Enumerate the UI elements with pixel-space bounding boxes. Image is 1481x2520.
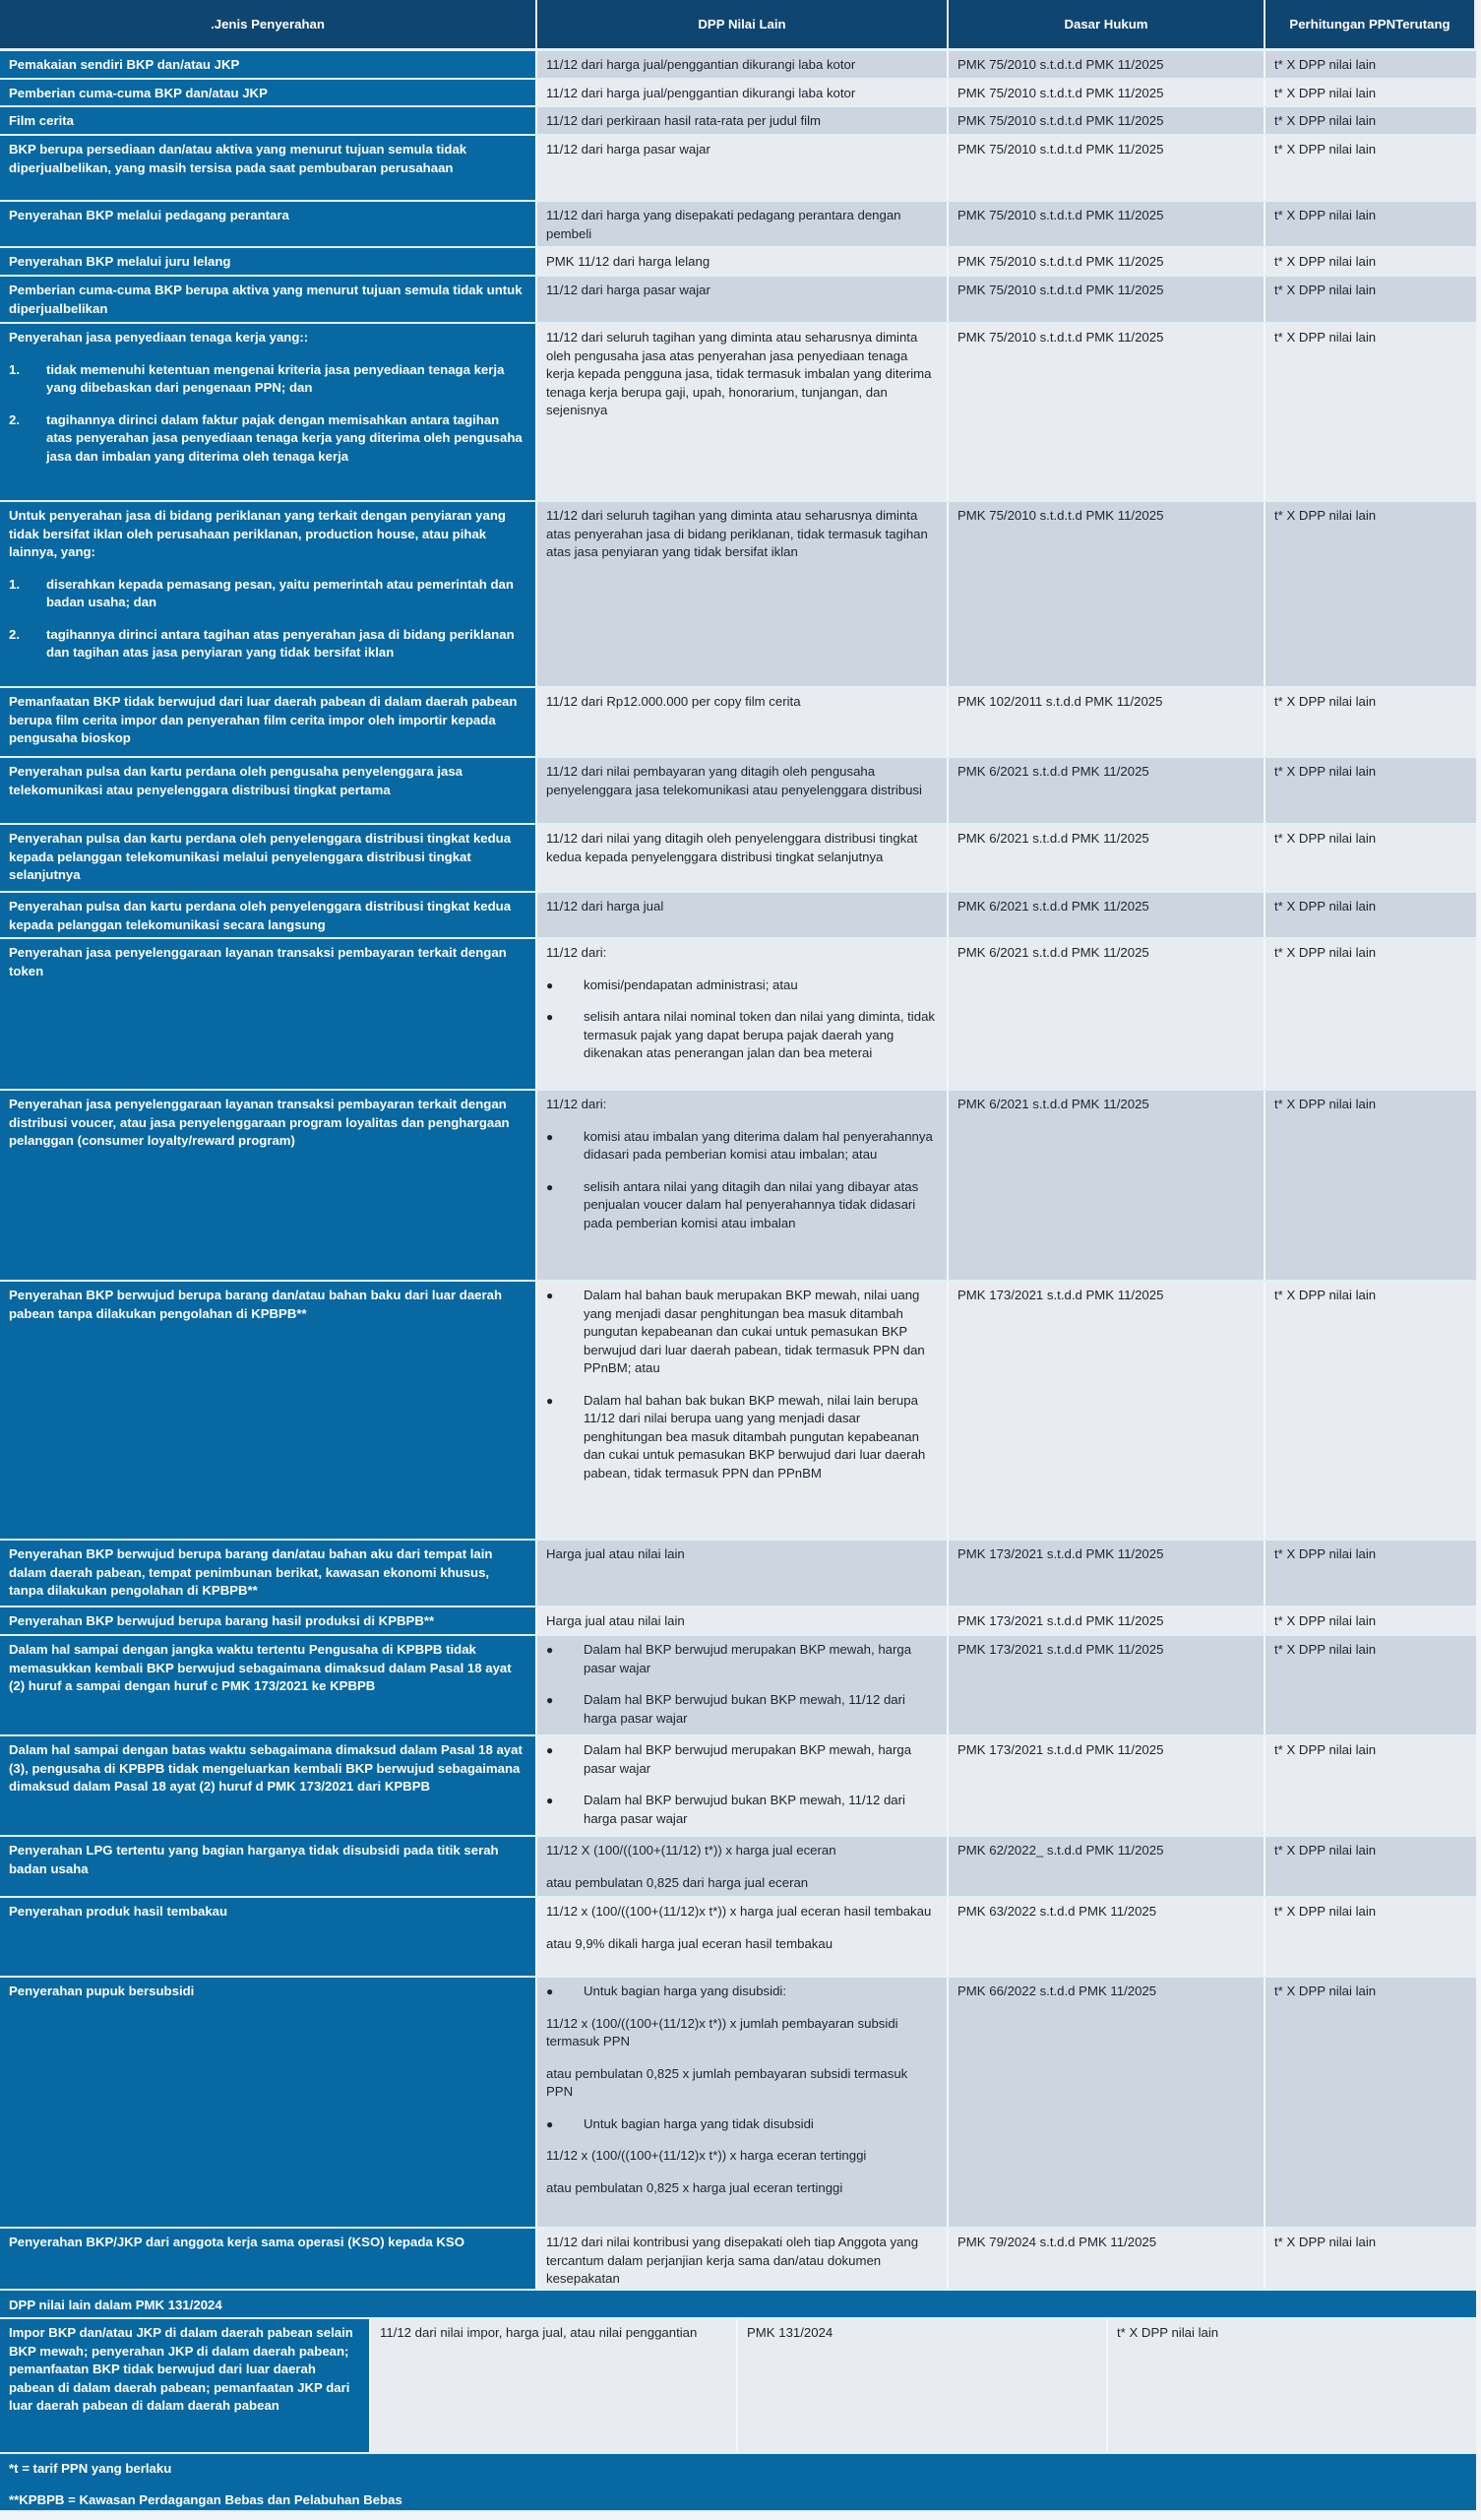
dpp-bullet-item bbox=[546, 2115, 938, 2134]
dpp-alternative: atau pembulatan 0,825 dari harga jual eceran bbox=[546, 1874, 809, 1890]
dasar-hukum-cell: PMK 173/2021 s.t.d.d PMK 11/2025 bbox=[949, 1607, 1265, 1634]
dpp-cell: 11/12 dari Rp12.000.000 per copy film cerita bbox=[537, 688, 949, 756]
bullet-icon: ● bbox=[546, 1393, 554, 1408]
header-perhitungan-ppn-line2: Terutang bbox=[1395, 17, 1450, 32]
dpp-cell: 11/12 dari harga pasar wajar bbox=[537, 277, 949, 322]
table-row bbox=[0, 277, 1476, 324]
item-number: 1. bbox=[9, 361, 20, 377]
dpp-bullet-item bbox=[546, 1178, 938, 1233]
table-row bbox=[0, 248, 1476, 277]
dpp-cell: 11/12 dari nilai kontribusi yang disepakati oleh tiap Anggota yang tercantum dalam perjanjian kerja sama dan/atau dokumen kesepakatan bbox=[537, 2229, 949, 2289]
dpp-bullet-list bbox=[546, 1641, 938, 1728]
criteria-item bbox=[9, 411, 526, 467]
dpp-cell bbox=[537, 1978, 949, 2227]
dasar-hukum-cell: PMK 75/2010 s.t.d.t.d PMK 11/2025 bbox=[949, 202, 1265, 246]
dpp-cell: 11/12 dari nilai pembayaran yang ditagih oleh pengusaha penyelenggara jasa telekomunikasi atau penyelenggara distribusi bbox=[537, 758, 949, 823]
bullet-text: Dalam hal bahan bauk merupakan BKP mewah, nilai uang yang menjadi dasar penghitungan bea masuk ditambah pungutan kepabeanan dan cukai untuk pemasukan BKP berwujud dari luar daerah pabean, tidak termasuk PPN dan PPnBM; atau bbox=[584, 1288, 925, 1375]
jenis-penyerahan-cell: Penyerahan BKP melalui juru lelang bbox=[0, 248, 537, 275]
dasar-hukum-cell: PMK 6/2021 s.t.d.d PMK 11/2025 bbox=[949, 758, 1265, 823]
jenis-penyerahan-cell: Pemberian cuma-cuma BKP berupa aktiva yang menurut tujuan semula tidak untuk diperjualbelikan bbox=[0, 277, 537, 322]
dpp-formula: 11/12 x (100/((100+(11/12)x t*)) x jumlah pembayaran subsidi termasuk PPN bbox=[546, 2015, 898, 2048]
ppn-cell: t* X DPP nilai lain bbox=[1265, 1607, 1476, 1634]
dasar-hukum-cell: PMK 102/2011 s.t.d.d PMK 11/2025 bbox=[949, 688, 1265, 756]
jenis-penyerahan-cell: Dalam hal sampai dengan batas waktu sebagaimana dimaksud dalam Pasal 18 ayat (3), pengusaha di KPBPB tidak mengeluarkan kembali BKP berwujud sebagaimana dimaksud dalam Pasal 18 ayat (2) huruf d PMK 173/2021 dari KPBPB bbox=[0, 1736, 537, 1835]
header-jenis-penyerahan: .Jenis Penyerahan bbox=[0, 0, 537, 48]
dpp-cell: 11/12 dari harga yang disepakati pedagang perantara dengan pembeli bbox=[537, 202, 949, 246]
dpp-cell: 11/12 dari harga jual/penggantian dikurangi laba kotor bbox=[537, 51, 949, 78]
bullet-icon: ● bbox=[546, 1010, 554, 1024]
dpp-bullet-list bbox=[546, 1287, 938, 1482]
jenis-penyerahan-cell: Penyerahan BKP berwujud berupa barang hasil produksi di KPBPB** bbox=[0, 1607, 537, 1634]
ppn-cell: t* X DPP nilai lain bbox=[1265, 80, 1476, 105]
dpp-cell: 11/12 dari seluruh tagihan yang diminta atau seharusnya diminta atas penyerahan jasa di bidang periklanan, tidak termasuk tagihan atas jasa penyiaran yang tidak bersifat iklan bbox=[537, 502, 949, 686]
dpp-cell: 11/12 dari nilai yang ditagih oleh penyelenggara distribusi tingkat kedua kepada penyelenggara distribusi tingkat selanjutnya bbox=[537, 825, 949, 891]
dpp-bullet-list bbox=[546, 1128, 938, 1233]
dasar-hukum-cell: PMK 173/2021 s.t.d.d PMK 11/2025 bbox=[949, 1541, 1265, 1606]
bullet-icon: ● bbox=[546, 1179, 554, 1194]
bullet-icon: ● bbox=[546, 1643, 554, 1657]
header-dpp-nilai-lain: DPP Nilai Lain bbox=[537, 0, 949, 48]
item-number: 2. bbox=[9, 411, 20, 427]
table-row bbox=[0, 688, 1476, 758]
table-row bbox=[0, 1736, 1476, 1837]
dasar-hukum-cell: PMK 6/2021 s.t.d.d PMK 11/2025 bbox=[949, 893, 1265, 937]
jenis-penyerahan-cell: Impor BKP dan/atau JKP di dalam daerah pabean selain BKP mewah; penyerahan JKP di dalam daerah pabean; pemanfaatan BKP tidak berwujud dari luar daerah pabean di dalam daerah pabean; pemanfaatan JKP dari luar daerah pabean di dalam daerah pabean bbox=[0, 2319, 371, 2452]
dasar-hukum-cell: PMK 6/2021 s.t.d.d PMK 11/2025 bbox=[949, 939, 1265, 1089]
table-row bbox=[0, 1837, 1476, 1898]
criteria-list bbox=[9, 576, 526, 662]
dasar-hukum-cell: PMK 62/2022_ s.t.d.d PMK 11/2025 bbox=[949, 1837, 1265, 1896]
jenis-penyerahan-cell: Penyerahan BKP/JKP dari anggota kerja sama operasi (KSO) kepada KSO bbox=[0, 2229, 537, 2289]
dpp-bullet-item bbox=[546, 1392, 938, 1483]
ppn-cell: t* X DPP nilai lain bbox=[1265, 688, 1476, 756]
dasar-hukum-cell: PMK 173/2021 s.t.d.d PMK 11/2025 bbox=[949, 1636, 1265, 1734]
jenis-penyerahan-cell: Penyerahan BKP berwujud berupa barang dan/atau bahan baku dari luar daerah pabean tanpa dilakukan pengolahan di KPBPB** bbox=[0, 1282, 537, 1539]
bullet-icon: ● bbox=[546, 1693, 554, 1707]
dpp-bullet-item bbox=[546, 1287, 938, 1378]
dpp-cell bbox=[537, 1898, 949, 1976]
table-row bbox=[0, 1091, 1476, 1282]
dpp-cell bbox=[537, 1282, 949, 1539]
jenis-penyerahan-cell: Penyerahan pupuk bersubsidi bbox=[0, 1978, 537, 2227]
bullet-text: Dalam hal BKP berwujud bukan BKP mewah, 11/12 dari harga pasar wajar bbox=[584, 1793, 905, 1826]
dasar-hukum-cell: PMK 75/2010 s.t.d.t.d PMK 11/2025 bbox=[949, 502, 1265, 686]
footnote-kpbpb: **KPBPB = Kawasan Perdagangan Bebas dan Pelabuhan Bebas bbox=[9, 2491, 402, 2507]
dpp-bullet-list bbox=[546, 1741, 938, 1828]
item-text: tagihannya dirinci dalam faktur pajak dengan memisahkan antara tagihan atas penyerahan jasa penyediaan tenaga kerja yang diterima oleh pengusaha jasa dan imbalan yang diterima oleh tenaga kerja bbox=[46, 411, 523, 464]
table-row bbox=[0, 324, 1476, 502]
item-text: tidak memenuhi ketentuan mengenai kriteria jasa penyediaan tenaga kerja yang dibebaskan dari pengenaan PPN; dan bbox=[46, 361, 505, 395]
dpp-bullet-item bbox=[546, 1792, 938, 1828]
table-row bbox=[0, 502, 1476, 688]
dasar-hukum-cell: PMK 63/2022 s.t.d.d PMK 11/2025 bbox=[949, 1898, 1265, 1976]
dpp-cell: Harga jual atau nilai lain bbox=[537, 1607, 949, 1634]
jenis-penyerahan-cell: Penyerahan BKP melalui pedagang perantara bbox=[0, 202, 537, 246]
bullet-icon: ● bbox=[546, 977, 554, 992]
item-text: diserahkan kepada pemasang pesan, yaitu pemerintah atau pemerintah dan badan usaha; dan bbox=[46, 576, 514, 609]
bullet-text: Untuk bagian harga yang tidak disubsidi bbox=[584, 2115, 814, 2131]
criteria-item bbox=[9, 576, 526, 612]
dasar-hukum-cell: PMK 75/2010 s.t.d.t.d PMK 11/2025 bbox=[949, 248, 1265, 275]
dasar-hukum-cell: PMK 75/2010 s.t.d.t.d PMK 11/2025 bbox=[949, 107, 1265, 134]
dpp-cell bbox=[537, 939, 949, 1089]
jenis-penyerahan-cell: Penyerahan pulsa dan kartu perdana oleh penyelenggara distribusi tingkat kedua kepada pelanggan telekomunikasi melalui penyelenggara distribusi tingkat selanjutnya bbox=[0, 825, 537, 891]
jenis-intro: Untuk penyerahan jasa di bidang periklanan yang terkait dengan penyiaran yang tidak bersifat iklan oleh perusahaan periklanan, production house, atau pihak lainnya, yang: bbox=[9, 508, 506, 559]
ppn-cell: t* X DPP nilai lain bbox=[1265, 51, 1476, 78]
ppn-cell: t* X DPP nilai lain bbox=[1265, 248, 1476, 275]
ppn-cell: t* X DPP nilai lain bbox=[1265, 202, 1476, 246]
table-row bbox=[0, 136, 1476, 202]
jenis-penyerahan-cell: Pemberian cuma-cuma BKP dan/atau JKP bbox=[0, 80, 537, 105]
bullet-text: Untuk bagian harga yang disubsidi: bbox=[584, 1984, 787, 1998]
jenis-penyerahan-cell: Penyerahan jasa penyelenggaraan layanan transaksi pembayaran terkait dengan token bbox=[0, 939, 537, 1089]
item-text: tagihannya dirinci antara tagihan atas penyerahan jasa di bidang periklanan dan tagihan atas jasa penyiaran yang tidak bersifat iklan bbox=[46, 626, 515, 660]
section-title-pmk-131-2024: DPP nilai lain dalam PMK 131/2024 bbox=[0, 2291, 1476, 2319]
jenis-penyerahan-cell: BKP berupa persediaan dan/atau aktiva yang menurut tujuan semula tidak diperjualbelikan, yang masih tersisa pada saat pembubaran perusahaan bbox=[0, 136, 537, 200]
table-row bbox=[0, 1541, 1476, 1607]
dpp-cell bbox=[537, 1736, 949, 1835]
table-row bbox=[0, 1898, 1476, 1978]
ppn-cell: t* X DPP nilai lain bbox=[1265, 502, 1476, 686]
dpp-formula: 11/12 X (100/((100+(11/12) t*)) x harga jual eceran bbox=[546, 1843, 836, 1858]
dpp-alternative: atau pembulatan 0,825 x jumlah pembayaran subsidi termasuk PPN bbox=[546, 2065, 908, 2099]
table-row bbox=[0, 893, 1476, 939]
ppn-cell: t* X DPP nilai lain bbox=[1265, 758, 1476, 823]
criteria-item bbox=[9, 626, 526, 662]
ppn-cell: t* X DPP nilai lain bbox=[1108, 2319, 1476, 2452]
ppn-cell: t* X DPP nilai lain bbox=[1265, 324, 1476, 500]
table-row bbox=[0, 51, 1476, 80]
item-number: 1. bbox=[9, 576, 20, 592]
header-dasar-hukum: Dasar Hukum bbox=[949, 0, 1265, 48]
table-row bbox=[0, 1607, 1476, 1636]
dpp-cell bbox=[537, 1636, 949, 1734]
dpp-cell: 11/12 dari harga pasar wajar bbox=[537, 136, 949, 200]
ppn-cell: t* X DPP nilai lain bbox=[1265, 277, 1476, 322]
dpp-cell: Harga jual atau nilai lain bbox=[537, 1541, 949, 1606]
footnotes bbox=[0, 2454, 1476, 2512]
jenis-penyerahan-cell: Penyerahan LPG tertentu yang bagian harganya tidak disubsidi pada titik serah badan usaha bbox=[0, 1837, 537, 1896]
table-row bbox=[0, 80, 1476, 107]
jenis-penyerahan-cell: Penyerahan produk hasil tembakau bbox=[0, 1898, 537, 1976]
dpp-bullet-item bbox=[546, 1128, 938, 1165]
dasar-hukum-cell: PMK 173/2021 s.t.d.d PMK 11/2025 bbox=[949, 1282, 1265, 1539]
item-number: 2. bbox=[9, 626, 20, 642]
dpp-bullet-item bbox=[546, 1691, 938, 1728]
jenis-penyerahan-cell: Penyerahan pulsa dan kartu perdana oleh penyelenggara distribusi tingkat kedua kepada pelanggan telekomunikasi secara langsung bbox=[0, 893, 537, 937]
table-row bbox=[0, 825, 1476, 893]
dasar-hukum-cell: PMK 75/2010 s.t.d.t.d PMK 11/2025 bbox=[949, 80, 1265, 105]
dpp-cell bbox=[537, 1837, 949, 1896]
table-row bbox=[0, 1282, 1476, 1541]
dpp-formula: 11/12 x (100/((100+(11/12)x t*)) x harga jual eceran hasil tembakau bbox=[546, 1904, 932, 1919]
table-row bbox=[0, 107, 1476, 136]
bullet-text: Dalam hal BKP berwujud bukan BKP mewah, 11/12 dari harga pasar wajar bbox=[584, 1692, 905, 1726]
bullet-icon: ● bbox=[546, 2116, 554, 2131]
dasar-hukum-cell: PMK 75/2010 s.t.d.t.d PMK 11/2025 bbox=[949, 51, 1265, 78]
jenis-penyerahan-cell: Pemakaian sendiri BKP dan/atau JKP bbox=[0, 51, 537, 78]
dpp-cell: 11/12 dari nilai impor, harga jual, atau nilai penggantian bbox=[371, 2319, 738, 2452]
dasar-hukum-cell: PMK 66/2022 s.t.d.d PMK 11/2025 bbox=[949, 1978, 1265, 2227]
bullet-icon: ● bbox=[546, 1984, 554, 1998]
footnote-tarif: *t = tarif PPN yang berlaku bbox=[9, 2461, 172, 2476]
bullet-text: Dalam hal BKP berwujud merupakan BKP mewah, harga pasar wajar bbox=[584, 1742, 912, 1776]
header-perhitungan-ppn-line1: Perhitungan PPN bbox=[1289, 17, 1396, 32]
dasar-hukum-cell: PMK 173/2021 s.t.d.d PMK 11/2025 bbox=[949, 1736, 1265, 1835]
table-row bbox=[0, 758, 1476, 825]
dpp-cell: 11/12 dari harga jual/penggantian dikurangi laba kotor bbox=[537, 80, 949, 105]
jenis-penyerahan-cell: Penyerahan BKP berwujud berupa barang dan/atau bahan aku dari tempat lain dalam daerah pabean, tempat penimbunan berikat, kawasan ekonomi khusus, tanpa dilakukan pengolahan di KPBPB** bbox=[0, 1541, 537, 1606]
jenis-penyerahan-cell: Penyerahan jasa penyelenggaraan layanan transaksi pembayaran terkait dengan distribusi voucer, atau jasa penyelenggaraan program loyalitas dan penghargaan pelanggan (consumer loyalty/reward program) bbox=[0, 1091, 537, 1280]
ppn-cell: t* X DPP nilai lain bbox=[1265, 107, 1476, 134]
dpp-cell bbox=[537, 1091, 949, 1280]
bullet-text: komisi atau imbalan yang diterima dalam hal penyerahannya didasari pada pemberian komisi atau imbalan; atau bbox=[584, 1128, 933, 1162]
dpp-alternative: atau 9,9% dikali harga jual eceran hasil tembakau bbox=[546, 1935, 833, 1951]
bullet-text: Dalam hal bahan bak bukan BKP mewah, nilai lain berupa 11/12 dari nilai berupa uang yang menjadi dasar penghitungan bea masuk ditambah pungutan kepabeanan dan cukai untuk pemasukan BKP berwujud dari luar daerah pabean, tidak termasuk PPN dan PPnBM bbox=[584, 1392, 926, 1480]
bullet-text: Dalam hal BKP berwujud merupakan BKP mewah, harga pasar wajar bbox=[584, 1642, 912, 1675]
dpp-bullet-item bbox=[546, 1983, 938, 2001]
dpp-cell: 11/12 dari harga jual bbox=[537, 893, 949, 937]
table-row bbox=[0, 939, 1476, 1091]
jenis-intro: Penyerahan jasa penyediaan tenaga kerja yang:: bbox=[9, 330, 309, 345]
bullet-text: selisih antara nilai nominal token dan nilai yang diminta, tidak termasuk pajak yang dapat berupa pajak daerah yang dikenakan atas penerangan jalan dan bea meterai bbox=[584, 1009, 936, 1060]
table-row bbox=[0, 1636, 1476, 1736]
dasar-hukum-cell: PMK 79/2024 s.t.d.d PMK 11/2025 bbox=[949, 2229, 1265, 2289]
ppn-cell: t* X DPP nilai lain bbox=[1265, 1978, 1476, 2227]
dpp-formula: 11/12 x (100/((100+(11/12)x t*)) x harga eceran tertinggi bbox=[546, 2148, 867, 2163]
dpp-bullet-item bbox=[546, 1008, 938, 1063]
table-row bbox=[0, 2229, 1476, 2291]
jenis-penyerahan-cell: Pemanfaatan BKP tidak berwujud dari luar daerah pabean di dalam daerah pabean berupa film cerita impor dan penyerahan film cerita impor oleh importir kepada pengusaha bioskop bbox=[0, 688, 537, 756]
bullet-icon: ● bbox=[546, 1743, 554, 1757]
table-row bbox=[0, 1978, 1476, 2229]
ppn-cell: t* X DPP nilai lain bbox=[1265, 1091, 1476, 1280]
table-header-row bbox=[0, 0, 1476, 51]
dasar-hukum-cell: PMK 75/2010 s.t.d.t.d PMK 11/2025 bbox=[949, 136, 1265, 200]
ppn-cell: t* X DPP nilai lain bbox=[1265, 1898, 1476, 1976]
ppn-cell: t* X DPP nilai lain bbox=[1265, 939, 1476, 1089]
header-perhitungan-ppn bbox=[1265, 0, 1476, 48]
dasar-hukum-cell: PMK 131/2024 bbox=[738, 2319, 1108, 2452]
jenis-penyerahan-cell bbox=[0, 324, 537, 500]
dpp-bullet-item bbox=[546, 1741, 938, 1778]
bullet-text: selisih antara nilai yang ditagih dan nilai yang dibayar atas penjualan voucer dalam hal penyerahannya tidak didasari pada pemberian komisi atau imbalan bbox=[584, 1178, 919, 1230]
dpp-cell: 11/12 dari perkiraan hasil rata-rata per judul film bbox=[537, 107, 949, 134]
ppn-cell: t* X DPP nilai lain bbox=[1265, 1636, 1476, 1734]
dpp-bullet-list bbox=[546, 976, 938, 1063]
ppn-cell: t* X DPP nilai lain bbox=[1265, 1541, 1476, 1606]
dasar-hukum-cell: PMK 6/2021 s.t.d.d PMK 11/2025 bbox=[949, 1091, 1265, 1280]
dasar-hukum-cell: PMK 6/2021 s.t.d.d PMK 11/2025 bbox=[949, 825, 1265, 891]
dpp-intro: 11/12 dari: bbox=[546, 945, 607, 960]
bullet-icon: ● bbox=[546, 1289, 554, 1302]
ppn-cell: t* X DPP nilai lain bbox=[1265, 825, 1476, 891]
jenis-penyerahan-cell: Film cerita bbox=[0, 107, 537, 134]
ppn-cell: t* X DPP nilai lain bbox=[1265, 136, 1476, 200]
dpp-cell: PMK 11/12 dari harga lelang bbox=[537, 248, 949, 275]
ppn-cell: t* X DPP nilai lain bbox=[1265, 2229, 1476, 2289]
table-row bbox=[0, 202, 1476, 248]
bullet-icon: ● bbox=[546, 1129, 554, 1144]
jenis-penyerahan-cell: Dalam hal sampai dengan jangka waktu tertentu Pengusaha di KPBPB tidak memasukkan kembali BKP berwujud sebagaimana dimaksud dalam Pasal 18 ayat (2) huruf a sampai dengan huruf c PMK 173/2021 ke KPBPB bbox=[0, 1636, 537, 1734]
criteria-item bbox=[9, 361, 526, 398]
ppn-cell: t* X DPP nilai lain bbox=[1265, 1837, 1476, 1896]
dasar-hukum-cell: PMK 75/2010 s.t.d.t.d PMK 11/2025 bbox=[949, 277, 1265, 322]
dasar-hukum-cell: PMK 75/2010 s.t.d.t.d PMK 11/2025 bbox=[949, 324, 1265, 500]
dpp-bullet-item bbox=[546, 1641, 938, 1677]
ppn-cell: t* X DPP nilai lain bbox=[1265, 1282, 1476, 1539]
dpp-cell: 11/12 dari seluruh tagihan yang diminta atau seharusnya diminta oleh pengusaha jasa atas penyerahan jasa penyediaan tenaga kerja kepada pengguna jasa, tidak termasuk imbalan yang diterima tenaga kerja berupa gaji, upah, honorarium, tunjangan, dan sejenisnya bbox=[537, 324, 949, 500]
jenis-penyerahan-cell bbox=[0, 502, 537, 686]
dpp-intro: 11/12 dari: bbox=[546, 1097, 607, 1111]
ppn-cell: t* X DPP nilai lain bbox=[1265, 1736, 1476, 1835]
dpp-alternative: atau pembulatan 0,825 x harga jual eceran tertinggi bbox=[546, 2179, 843, 2195]
dpp-bullet-item bbox=[546, 976, 938, 995]
criteria-list bbox=[9, 361, 526, 467]
ppn-cell: t* X DPP nilai lain bbox=[1265, 893, 1476, 937]
bullet-icon: ● bbox=[546, 1794, 554, 1807]
jenis-penyerahan-cell: Penyerahan pulsa dan kartu perdana oleh pengusaha penyelenggara jasa telekomunikasi atau penyelenggara distribusi tingkat pertama bbox=[0, 758, 537, 823]
table-row-pmk-131 bbox=[0, 2319, 1476, 2454]
bullet-text: komisi/pendapatan administrasi; atau bbox=[584, 976, 798, 992]
